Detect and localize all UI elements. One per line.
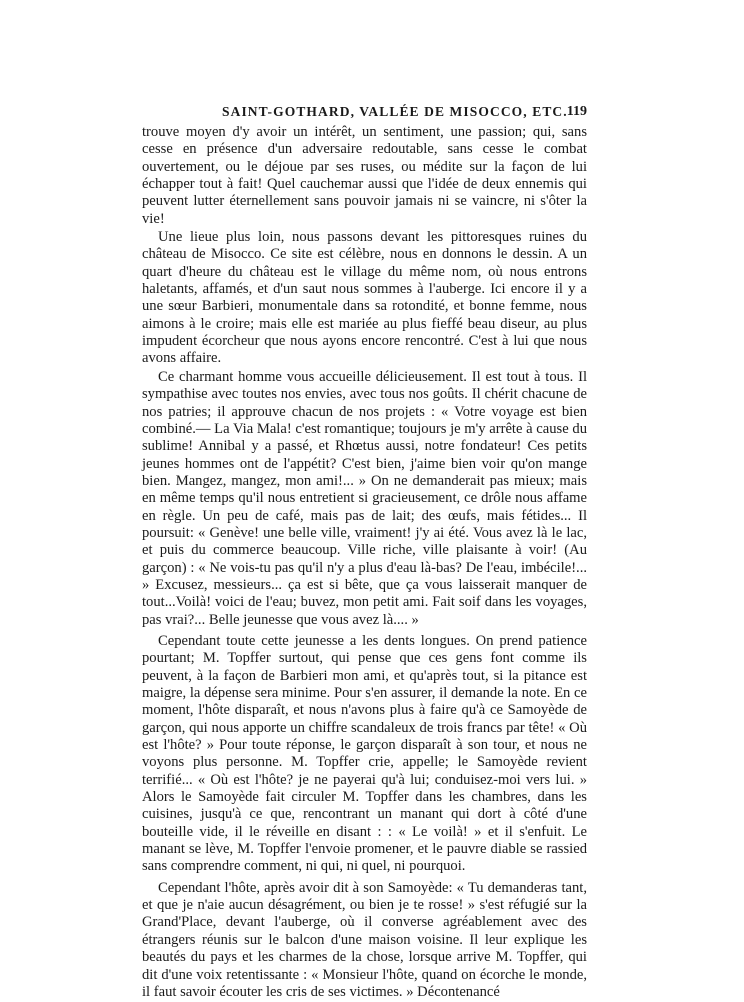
paragraph: Une lieue plus loin, nous passons devant les pittoresques ruines du château de Misocco. Ce site est célèbre, nous en donnons le dessin. A un quart d'heure du château est le village du même nom, où nous entrons haletants, affamés, et d'un saut nous sommes à l'auberge. Ici encore il y a une sœur Barbieri, monumentale dans sa rotondité, et bonne femme, nous aimons à le croire; mais elle est mariée au plus fieffé beau diseur, au plus impudent écorcheur que nous ayons encore rencontré. C'est à lui que nous avons affaire. xyxy=(142,229,587,367)
paragraph: Ce charmant homme vous accueille délicieusement. Il est tout à tous. Il sympathise avec toutes nos envies, avec tous nos goûts. Il chérit chacune de nos patries; il approuve chacun de nos projets : « Votre voyage est bien combiné.— La Via Mala! c'est romantique; toujours je m'y arrête à cause du sublime! Annibal y a passé, et Rhœtus aussi, notre fondateur! Ces petits jeunes hommes ont de l'appétit? C'est bien, j'aime bien voir qu'on mange bien. Mangez, mangez, mon ami!... » On ne demanderait pas mieux; mais en même temps qu'il nous entretient si gracieusement, ce drôle nous affame en règle. Un peu de café, mais pas de lait; des œufs, mais fétides... Il poursuit: « Genève! une belle ville, vraiment! j'y ai été. Vous avez là le lac, et puis du commerce beaucoup. Ville riche, ville plaisante à voir! (Au garçon) : « Ne vois-tu pas qu'il n'y a plus d'eau là-bas? De l'eau, imbécile!... » Excusez, messieurs... ça est si bête, que ça vous laisserait manquer de tout...Voilà! voici de l'eau; buvez, mon petit ami. Fait soif dans les voyages, pas vrai?... Belle jeunesse que vous avez là.... » xyxy=(142,368,587,628)
running-title: SAINT-GOTHARD, VALLÉE DE MISOCCO, ETC. xyxy=(222,104,568,119)
paragraph: Cependant toute cette jeunesse a les dents longues. On prend patience pourtant; M. Topffer surtout, qui pense que ces gens font comme ils peuvent, à la façon de Barbieri mon ami, et qu'après tout, si la pitance est maigre, la dépense sera minime. Pour s'en assurer, il demande la note. En ce moment, l'hôte disparaît, et nous n'avons plus à faire qu'à ce Samoyède de garçon, qui nous apporte un chiffre scandaleux de trois francs par tête! « Où est l'hôte? » Pour toute réponse, le garçon disparaît à son tour, et nous ne voyons plus personne. M. Topffer crie, appelle; le Samoyède revient terrifié... « Où est l'hôte? je ne payerai qu'à lui; conduisez-moi vers lui. » Alors le Samoyède fait circuler M. Topffer dans les chambres, dans les cuisines, jusqu'à ce que, rencontrant un manant qui dort à côté d'une bouteille vide, il le réveille en disant : : « Le voilà! » et il s'enfuit. Le manant se lève, M. Topffer l'envoie promener, et le pauvre diable se rassied sans comprendre comment, ni qui, ni quel, ni pourquoi. xyxy=(142,632,587,875)
page-number: 119 xyxy=(566,104,587,119)
paragraph: Cependant l'hôte, après avoir dit à son Samoyède: « Tu demanderas tant, et que je n'aie aucun désagrément, ou bien je te rosse! » s'est réfugié sur la Grand'Place, devant l'auberge, où il converse agréablement avec des étrangers réunis sur le balcon d'une maison voisine. Il leur explique les beautés du pays et les charmes de la chose, lorsque arrive M. Topffer, qui dit d'une voix retentissante : « Monsieur l'hôte, quand on écorche le monde, il faut savoir écouter les cris de ses victimes. » Décontenancé xyxy=(142,879,587,1000)
body-text xyxy=(142,124,587,1002)
paragraph-continued: trouve moyen d'y avoir un intérêt, un sentiment, une passion; qui, sans cesse en présence d'un adversaire redoutable, sans cesse le combat ouvertement, ou le déjoue par ses ruses, ou médite sur la façon de lui échapper tout à fait! Quel cauchemar aussi que l'idée de deux ennemis qui peuvent lutter éternellement sans pouvoir jamais ni se vaincre, ni s'ôter la vie! xyxy=(142,124,587,227)
page-header xyxy=(142,104,587,124)
